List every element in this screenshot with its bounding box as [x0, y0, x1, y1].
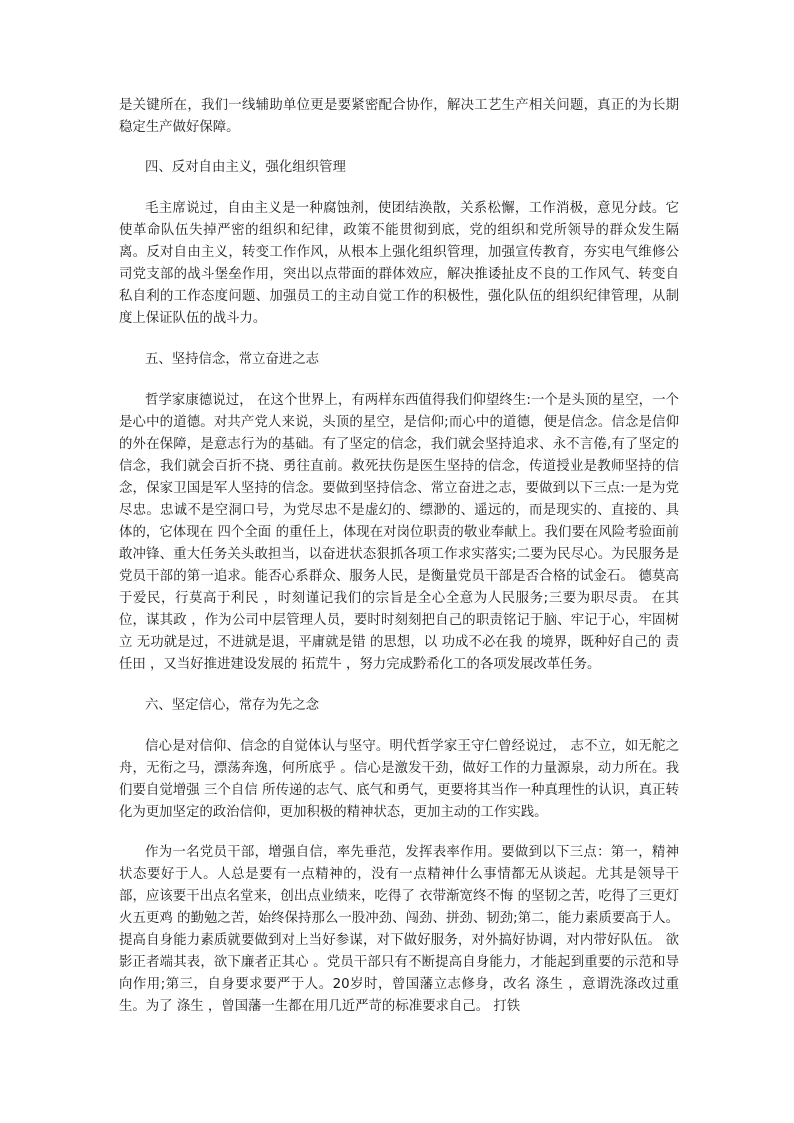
document-page — [119, 95, 679, 1018]
section-5-paragraph: 哲学家康德说过， 在这个世界上，有两样东西值得我们仰望终生:一个是头顶的星空，一个是心中的道德。对共产党人来说，头顶的星空，是信仰;而心中的道德，便是信念。信念是信仰的外在保障，是意志行为的基础。有了坚定的信念，我们就会坚持追求、永不言倦,有了坚定的信念，我们就会百折不挠、勇往直前。救死扶伤是医生坚持的信念，传道授业是教师坚持的信念，保家卫国是军人坚持的信念。要做到坚持信念、常立奋进之志，要做到以下三点:一是为党尽忠。忠诚不是空洞口号，为党尽忠不是虚幻的、缥渺的、遥远的，而是现实的、直接的、具体的，它体现在 四个全面 的重任上，体现在对岗位职责的敬业奉献上。我们要在风险考验面前敢冲锋、重大任务关头敢担当，以奋进状态狠抓各项工作求实落实;二要为民尽心。为民服务是党员干部的第一追求。能否心系群众、服务人民，是衡量党员干部是否合格的试金石。 德莫高于爱民，行莫高于利民 ，时刻谨记我们的宗旨是全心全意为人民服务;三要为职尽责。 在其位，谋其政 ，作为公司中层管理人员，要时时刻刻把自己的职责铭记于脑、牢记于心，牢固树立 无功就是过，不进就是退，平庸就是错 的思想，以 功成不必在我 的境界，既种好自己的 责任田 ，又当好推进建设发展的 拓荒牛 ，努力完成黔希化工的各项发展改革任务。 — [119, 393, 679, 672]
intro-paragraph: 是关键所在，我们一线辅助单位更是要紧密配合协作，解决工艺生产相关问题，真正的为长期稳定生产做好保障。 — [119, 98, 679, 135]
section-heading-5: 五、坚持信念，常立奋进之志 — [145, 352, 320, 367]
section-6-paragraph-1: 信心是对信仰、信念的自觉体认与坚守。明代哲学家王守仁曾经说过， 志不立，如无舵之舟，无衔之马，漂荡奔逸，何所底乎 。信心是激发干劲，做好工作的力量源泉，动力所在。我们要自觉增强 三个自信 所传递的志气、底气和勇气，更要将其当作一种真理性的认识，真正转化为更加坚定的政治信仰，更加积极的精神状态，更加主动的工作实践。 — [119, 739, 679, 820]
section-6-paragraph-2: 作为一名党员干部，增强自信，率先垂范，发挥表率作用。要做到以下三点：第一，精神状态要好于人。人总是要有一点精神的，没有一点精神什么事情都无从谈起。尤其是领导干部，应该要干出点名堂来，创出点业绩来，吃得了 衣带渐宽终不悔 的坚韧之苦，吃得了三更灯火五更鸡 的勤勉之苦，始终保持那么一股冲劲、闯劲、拼劲、韧劲;第二，能力素质要高于人。提高自身能力素质就要做到对上当好参谋，对下做好服务，对外搞好协调，对内带好队伍。 欲影正者端其表，欲下廉者正其心 。党员干部只有不断提高自身能力，才能起到重要的示范和导向作用;第三，自身要求要严于人。20岁时，曾国藩立志修身，改名 涤生 ，意谓洗涤改过重生。为了 涤生 ，曾国藩一生都在用几近严苛的标准要求自己。 打铁 — [119, 845, 679, 1014]
section-heading-6: 六、坚定信心，常存为先之念 — [145, 698, 320, 713]
section-heading-4: 四、反对自由主义，强化组织管理 — [145, 160, 346, 175]
section-4-paragraph: 毛主席说过，自由主义是一种腐蚀剂，使团结涣散，关系松懈，工作消极，意见分歧。它使革命队伍失掉严密的组织和纪律，政策不能贯彻到底，党的组织和党所领导的群众发生隔离。反对自由主义，转变工作作风，从根本上强化组织管理，加强宣传教育，夯实电气维修公司党支部的战斗堡垒作用，突出以点带面的群体效应，解决推诿扯皮不良的工作风气、转变自私自利的工作态度问题、加强员工的主动自觉工作的积极性，强化队伍的组织纪律管理，从制度上保证队伍的战斗力。 — [119, 201, 679, 326]
